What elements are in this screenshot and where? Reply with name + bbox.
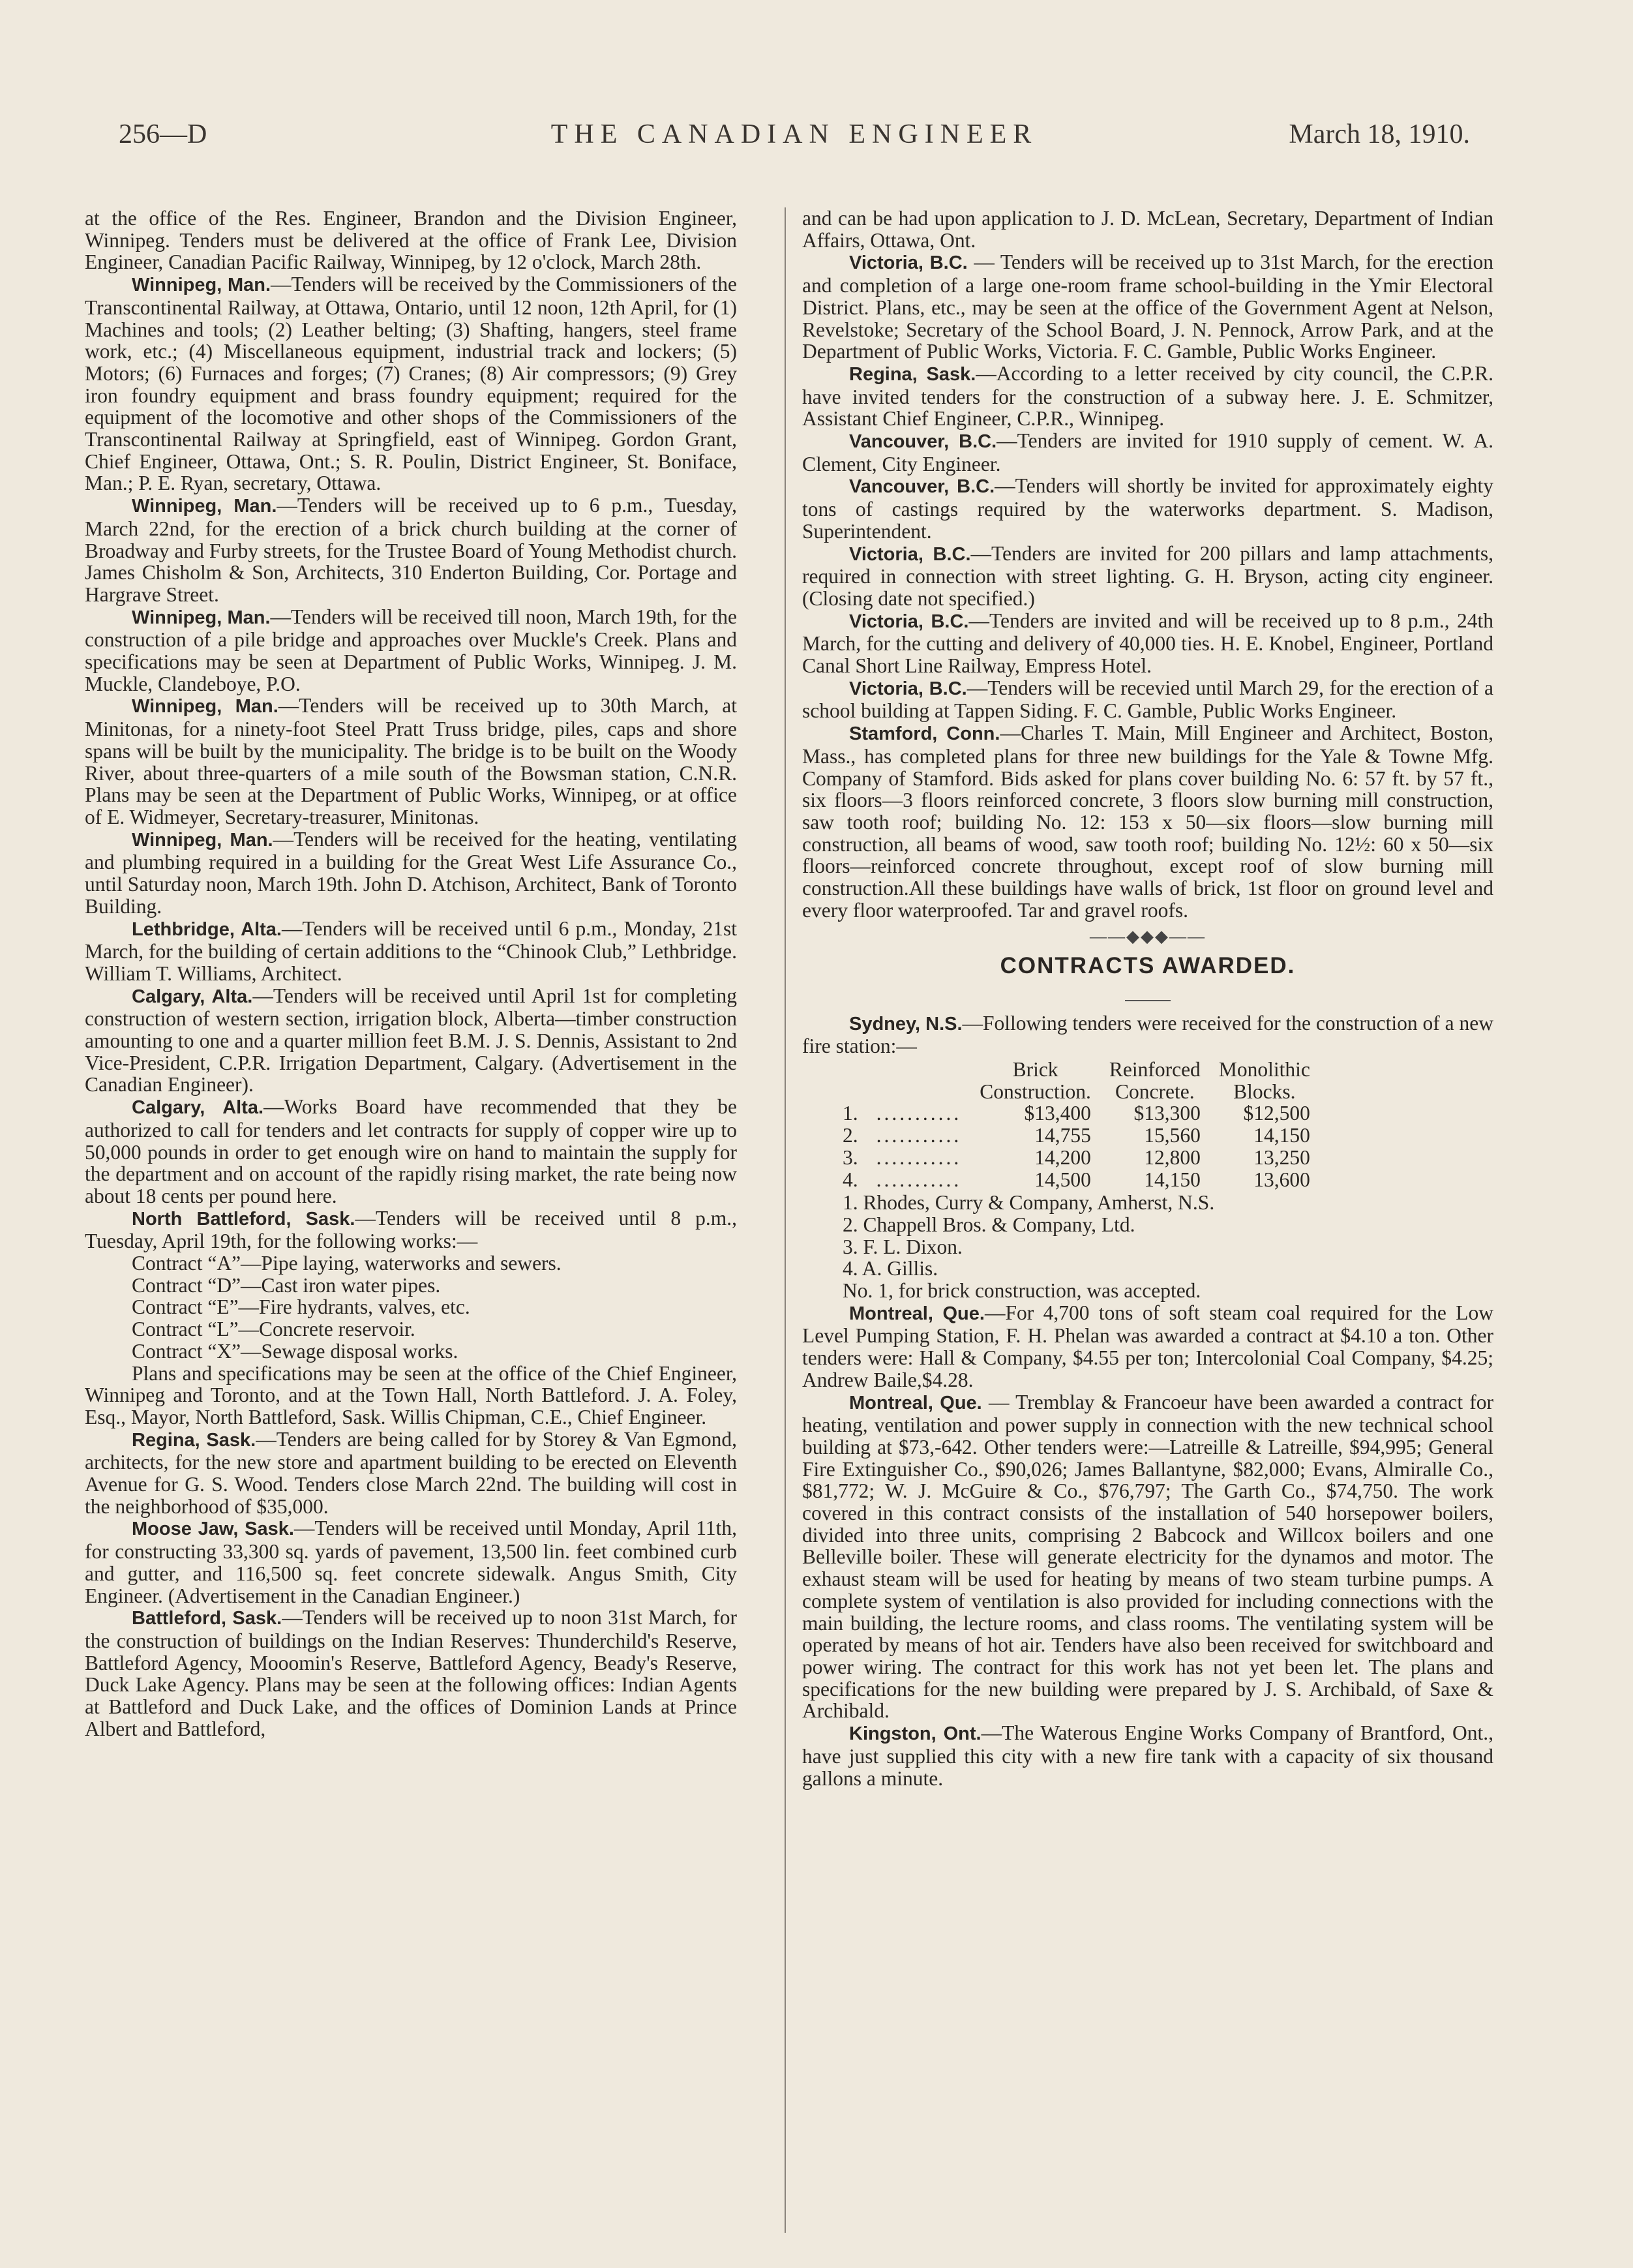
list-item: Contract “D”—Cast iron water pipes. — [132, 1273, 441, 1297]
notice-text: —The Waterous Engine Works Company of Brantford, Ont., have just supplied this city with a new fire tank with a capacity of six thousand gallons a minute. — [802, 1721, 1493, 1790]
left-column — [85, 207, 737, 1740]
column-header: Monolithic Blocks. — [1218, 1058, 1310, 1103]
column-divider — [785, 207, 786, 2233]
table-header-row — [843, 1059, 1319, 1102]
list-item: 4. A. Gillis. — [843, 1257, 938, 1280]
bidder-list — [802, 1192, 1493, 1302]
notice-paragraph — [802, 722, 1493, 921]
notice-location: Vancouver, B.C. — [849, 431, 997, 453]
notice-text: —Tenders will be received until Monday, April 11th, for constructing 33,300 sq. yards of pavement, 13,500 lin. feet combined curb and gutter, and 116,500 sq. feet concrete sidewalk. Angus Smith, City Engineer. (Advertisement in the Canadian Engineer.) — [85, 1517, 737, 1607]
notice-paragraph — [85, 828, 737, 918]
notice-location: Lethbridge, Alta. — [132, 918, 282, 940]
contract-list — [85, 1252, 737, 1363]
list-item: Contract “E”—Fire hydrants, valves, etc. — [132, 1295, 470, 1319]
notice-location: Vancouver, B.C. — [849, 476, 995, 498]
notice-text: —Tenders are invited for 200 pillars and lamp attachments, required in connection with street lighting. G. H. Bryson, acting city engineer. (Closing date not specified.) — [802, 541, 1493, 610]
notice-paragraph — [85, 1429, 737, 1518]
notice-paragraph — [85, 1096, 737, 1207]
notice-text: —For 4,700 tons of soft steam coal required for the Low Level Pumping Station, F. H. Phelan was awarded a contract at $4.10 a ton. Other tenders were: Hall & Company, $4.55 per ton; Intercolonial Coal Company, $4.25; Andrew Baile,$4.28. — [802, 1301, 1493, 1391]
notice-location: Winnipeg, Man. — [132, 607, 271, 628]
notice-text: —Tenders are invited and will be received up to 8 p.m., 24th March, for the cutting and delivery of 40,000 ties. H. E. Knobel, Engineer, Portland Canal Short Line Railway, Empress Hotel. — [802, 609, 1493, 678]
notice-text: —Works Board have recommended that they be authorized to call for tenders and let contracts for supply of copper wire up to 50,000 pounds in order to get enough wire on hand to maintain the supply for the department and on account of the rapidly rising market, the rate being now about 18 cents per pound here. — [85, 1095, 737, 1207]
notice-location: Kingston, Ont. — [849, 1723, 981, 1745]
notice-paragraph — [85, 606, 737, 695]
list-item: 1. Rhodes, Curry & Company, Amherst, N.S. — [843, 1191, 1215, 1215]
notice-paragraph — [85, 1517, 737, 1607]
notice-location: Stamford, Conn. — [849, 723, 1000, 745]
notice-paragraph — [802, 1391, 1493, 1723]
table-row: 1. ........... $13,400 $13,300 $12,500 — [843, 1102, 1310, 1125]
notice-text: —Tenders will be received by the Commissioners of the Transcontinental Railway, at Ottawa, Ontario, until 12 noon, 12th April, for (1) Machines and tools; (2) Leather belting; (3) Shafting, hangers, steel frame work, etc.; (4) Miscellaneous equipment, industrial track and lockers; (5) Motors; (6) Furnaces and forges; (7) Cranes; (8) Air compressors; (9) Grey iron foundry equipment and brass foundry equipment; required for the equipment of the locomotive and other shops of the Commissioners of the Transcontinental Railway at Springfield, east of Winnipeg. Gordon Grant, Chief Engineer, Ottawa, Ont.; S. R. Poulin, District Engineer, St. Boniface, Man.; P. E. Ryan, secretary, Ottawa. — [85, 273, 738, 495]
notice-location: Winnipeg, Man. — [132, 275, 271, 296]
table-row: 3. ........... 14,200 12,800 13,250 — [843, 1145, 1310, 1169]
list-item: No. 1, for brick construction, was accepted. — [843, 1279, 1201, 1303]
notice-location: Regina, Sask. — [849, 363, 976, 385]
notice-text: —Tenders will be received up to noon 31st March, for the construction of buildings on the Indian Reserves: Thunderchild's Reserve, Battleford Agency, Mooomin's Reserve, Battleford Agency, Beady's Reserve, Duck Lake Agency. Plans may be seen at the following offices: Indian Agents at Battleford and Duck Lake, and the offices of Dominion Lands at Prince Albert and Battleford, — [85, 1606, 738, 1740]
notice-paragraph — [802, 1302, 1493, 1391]
right-column — [802, 207, 1493, 1789]
notice-location: Montreal, Que. — [849, 1392, 982, 1414]
notice-location: Regina, Sask. — [132, 1429, 256, 1451]
notice-paragraph — [85, 1207, 737, 1252]
notice-paragraph — [802, 251, 1493, 363]
paragraph: Plans and specifications may be seen at the office of the Chief Engineer, Winnipeg and Toronto, and at the Town Hall, North Battleford. J. A. Foley, Esq., Mayor, North Battleford, Sask. Willis Chipman, C.E., Chief Engineer. — [85, 1361, 737, 1429]
notice-location: Winnipeg, Man. — [132, 696, 278, 718]
notice-text: —Tenders are being called for by Storey & Van Egmond, architects, for the new store and apartment building to be erected on Eleventh Avenue for G. S. Wood. Tenders close March 22nd. The building will cost in the neighborhood of $35,000. — [85, 1427, 737, 1518]
ornament-separator: ——◆◆◆—— — [1090, 926, 1206, 946]
notice-location: Victoria, B.C. — [849, 543, 971, 565]
notice-location: Victoria, B.C. — [849, 611, 969, 632]
notice-location: Montreal, Que. — [849, 1303, 985, 1324]
table-row: 4. ........... 14,500 14,150 13,600 — [843, 1168, 1310, 1191]
notice-paragraph — [802, 677, 1493, 722]
notice-location: Winnipeg, Man. — [132, 829, 273, 851]
notice-location: Moose Jaw, Sask. — [132, 1519, 294, 1540]
notice-paragraph — [802, 543, 1493, 610]
issue-date: March 18, 1910. — [1289, 119, 1470, 149]
notice-text: —Tenders will be received for the heating, ventilating and plumbing required in a building for the Great West Life Assurance Co., until Saturday noon, March 19th. John D. Atchison, Architect, Bank of Toronto Building. — [85, 827, 737, 918]
notice-location: Sydney, N.S. — [849, 1013, 963, 1035]
notice-text: —Tenders will be received up to 30th March, at Minitonas, for a ninety-foot Steel Pratt Truss bridge, piles, caps and shore spans will be built by the municipality. The bridge is to be built on the Woody River, about three-quarters of a mile south of the Bowsman station, C.N.R. Plans may be seen at the Department of Public Works, Winnipeg, or at office of E. Widmeyer, Secretary-treasurer, Minitonas. — [85, 694, 737, 828]
notice-paragraph — [802, 610, 1493, 677]
list-item: 3. F. L. Dixon. — [843, 1235, 963, 1258]
list-item: Contract “L”—Concrete reservoir. — [132, 1318, 415, 1341]
notice-location: North Battleford, Sask. — [132, 1208, 355, 1230]
notice-text: —According to a letter received by city council, the C.P.R. have invited tenders for the construction of a subway here. J. E. Schmitzer, Assistant Chief Engineer, C.P.R., Winnipeg. — [802, 361, 1493, 431]
notice-text: —Tenders will shortly be invited for approximately eighty tons of castings required by the waterworks department. S. Madison, Superintendent. — [802, 474, 1493, 543]
paragraph: and can be had upon application to J. D. McLean, Secretary, Department of Indian Affairs, Ottawa, Ont. — [802, 207, 1493, 252]
column-header: Reinforced Concrete. — [1109, 1058, 1201, 1103]
notice-paragraph — [802, 475, 1493, 542]
notice-text: —Tenders will be received up to 6 p.m., Tuesday, March 22nd, for the erection of a brick church building at the corner of Broadway and Furby streets, for the Trustee Board of Young Methodist church. James Chisholm & Son, Architects, 310 Enderton Building, Cor. Portage and Hargrave Street. — [85, 494, 737, 606]
notice-location: Victoria, B.C. — [849, 678, 967, 699]
notice-text: — Tremblay & Francoeur have been awarded a contract for heating, ventilation and power supply in connection with the new technical school building at $73,-642. Other tenders were:—Latreille & Latreille, $94,995; General Fire Extinguisher Co., $90,026; James Ballantyne, $82,000; Evans, Almiralle Co., $81,772; W. J. McGuire & Co., $76,797; The Garth Co., $74,750. The work covered in this contract consists of the installation of 540 horsepower boilers, divided into three units, comprising 2 Babcock and Willcox boilers and one Belleville boiler. These will generate electricity for the dynamos and motor. The exhaust steam will be used for heating by means of two steam turbine pumps. A complete system of ventilation is also provided for including connections with the main building, the lecture rooms, and class rooms. The ventilating system will be operated by means of hot air. Tenders have also been received for switchboard and power wiring. The contract for this work has not yet been let. The plans and specifications for the new building were prepared by J. S. Archibald, of Saxe & Archibald. — [802, 1390, 1493, 1723]
notice-paragraph — [85, 985, 737, 1096]
notice-text: — Tenders will be received up to 31st March, for the erection and completion of a large one-room frame school-building in the Ymir Electoral District. Plans, etc., may be seen at the office of the Government Agent at Nelson, Revelstoke; Secretary of the School Board, J. N. Pennock, Arrow Park, and at the Department of Public Works, Victoria. F. C. Gamble, Public Works Engineer. — [802, 250, 1493, 363]
notice-paragraph — [85, 273, 737, 494]
notice-text: —Tenders will be received until 6 p.m., Monday, 21st March, for the building of certain additions to the “Chinook Club,” Lethbridge. William T. Williams, Architect. — [85, 916, 737, 985]
paragraph: at the office of the Res. Engineer, Brandon and the Division Engineer, Winnipeg. Tenders must be delivered at the office of Frank Lee, Division Engineer, Canadian Pacific Railway, Winnipeg, by 12 o'clock, March 28th. — [85, 207, 737, 274]
title-underline — [802, 984, 1493, 1006]
notice-location: Victoria, B.C. — [849, 252, 968, 274]
notice-text: —Following tenders were received for the construction of a new fire station:— — [802, 1011, 1493, 1058]
notice-location: Winnipeg, Man. — [132, 496, 277, 517]
list-item: Contract “A”—Pipe laying, waterworks and sewers. — [132, 1252, 562, 1275]
notice-paragraph — [85, 494, 737, 606]
notice-paragraph — [802, 1722, 1493, 1789]
notice-paragraph — [85, 695, 737, 828]
list-item: 2. Chappell Bros. & Company, Ltd. — [843, 1213, 1135, 1236]
notice-text: —Tenders will be recevied until March 29, for the erection of a school building at Tappen Siding. F. C. Gamble, Public Works Engineer. — [802, 676, 1493, 723]
notice-location: Calgary, Alta. — [132, 1097, 264, 1119]
notice-paragraph — [802, 430, 1493, 475]
notice-text: —Charles T. Main, Mill Engineer and Architect, Boston, Mass., has completed plans for three new buildings for the Yale & Towne Mfg. Company of Stamford. Bids asked for plans cover building No. 6: 57 ft. by 57 ft., six floors—3 floors reinforced concrete, 3 floors slow burning mill construction, saw tooth roof; building No. 12: 153 x 50—six floors—slow burning mill construction, all beams of wood, saw tooth roof; building No. 12½: 60 x 50—six floors—reinforced concrete throughout, except roof of slow burning mill construction.All these buildings have walls of brick, 1st floor on ground level and every floor waterproofed. Tar and gravel roofs. — [802, 721, 1493, 922]
notice-paragraph — [802, 363, 1493, 430]
page-number: 256—D — [119, 119, 207, 149]
notice-paragraph — [85, 918, 737, 985]
section-title: CONTRACTS AWARDED. — [1000, 953, 1296, 979]
table-row: 2. ........... 14,755 15,560 14,150 — [843, 1124, 1310, 1147]
notice-paragraph — [802, 1012, 1493, 1057]
notice-text: —Tenders are invited for 1910 supply of cement. W. A. Clement, City Engineer. — [802, 429, 1493, 476]
journal-title: THE CANADIAN ENGINEER — [550, 119, 1038, 149]
list-item: Contract “X”—Sewage disposal works. — [132, 1339, 458, 1363]
notice-text: —Tenders will be received till noon, March 19th, for the construction of a pile bridge and approaches over Muckle's Creek. Plans and specifications may be seen at Department of Public Works, Winnipeg. J. M. Muckle, Clandeboye, P.O. — [85, 605, 737, 695]
notice-paragraph — [85, 1607, 737, 1740]
notice-location: Calgary, Alta. — [132, 986, 253, 1007]
page-header — [119, 119, 1470, 151]
notice-text: —Tenders will be received until April 1st for completing construction of western section, irrigation block, Alberta—timber construction amounting to one and a quarter million feet B.M. J. S. Dennis, Assistant to 2nd Vice-President, C.P.R. Irrigation Department, Calgary. (Advertisement in the Canadian Engineer). — [85, 984, 737, 1096]
notice-text: —Tenders will be received until 8 p.m., Tuesday, April 19th, for the following works:— — [85, 1206, 737, 1253]
bids-table — [843, 1059, 1319, 1190]
column-header: Brick Construction. — [980, 1058, 1091, 1103]
notice-location: Battleford, Sask. — [132, 1608, 282, 1629]
